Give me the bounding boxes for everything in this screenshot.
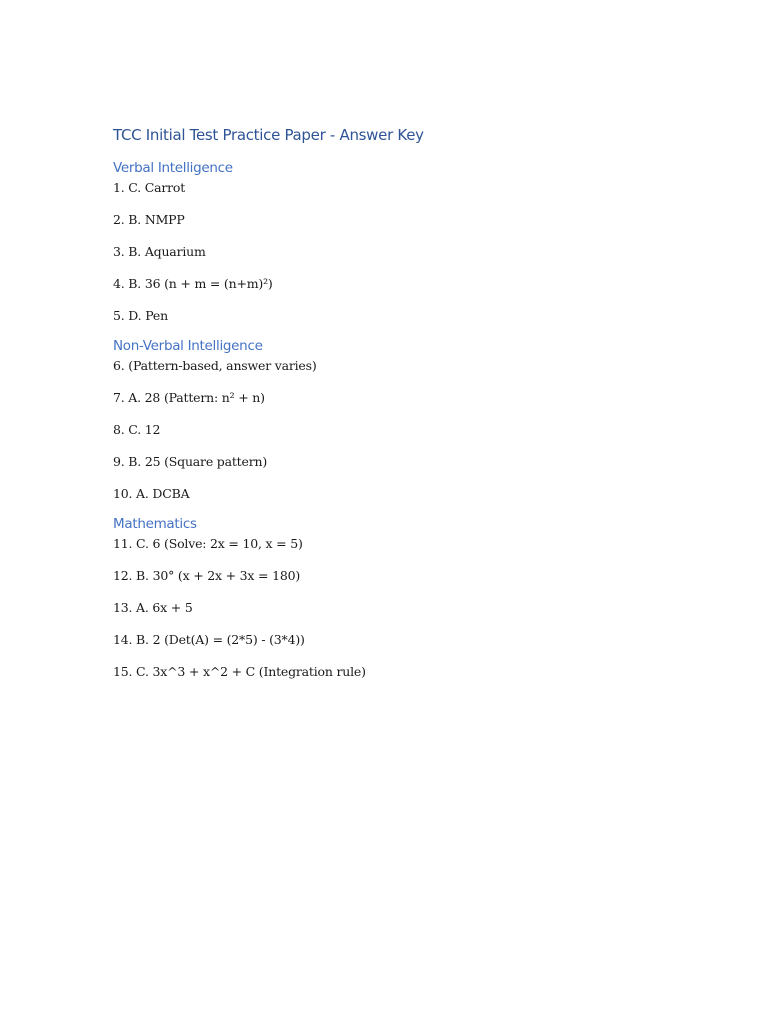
- section-mathematics: [113, 514, 673, 680]
- answer-item: 12. B. 30° (x + 2x + 3x = 180): [113, 568, 301, 583]
- answer-item: 5. D. Pen: [113, 308, 168, 323]
- answer-item: 8. C. 12: [113, 422, 161, 437]
- document-title: TCC Initial Test Practice Paper - Answer Key: [113, 126, 424, 144]
- answer-item: 15. C. 3x^3 + x^2 + C (Integration rule): [113, 664, 366, 679]
- section-non-verbal-intelligence: [113, 336, 673, 502]
- answer-item: 7. A. 28 (Pattern: n² + n): [113, 390, 265, 405]
- answer-item: 11. C. 6 (Solve: 2x = 10, x = 5): [113, 536, 303, 551]
- section-verbal-intelligence: [113, 158, 673, 324]
- answer-item: 9. B. 25 (Square pattern): [113, 454, 268, 469]
- answer-item: 10. A. DCBA: [113, 486, 190, 501]
- answer-item: 1. C. Carrot: [113, 180, 186, 195]
- answer-item: 2. B. NMPP: [113, 212, 185, 227]
- answer-item: 4. B. 36 (n + m = (n+m)²): [113, 276, 273, 291]
- section-heading: Mathematics: [113, 516, 197, 532]
- section-heading: Verbal Intelligence: [113, 160, 233, 176]
- section-heading: Non-Verbal Intelligence: [113, 338, 263, 354]
- answer-item: 13. A. 6x + 5: [113, 600, 193, 615]
- answer-item: 3. B. Aquarium: [113, 244, 206, 259]
- answer-item: 14. B. 2 (Det(A) = (2*5) - (3*4)): [113, 632, 305, 647]
- document-content: [113, 124, 673, 696]
- answer-item: 6. (Pattern-based, answer varies): [113, 358, 317, 373]
